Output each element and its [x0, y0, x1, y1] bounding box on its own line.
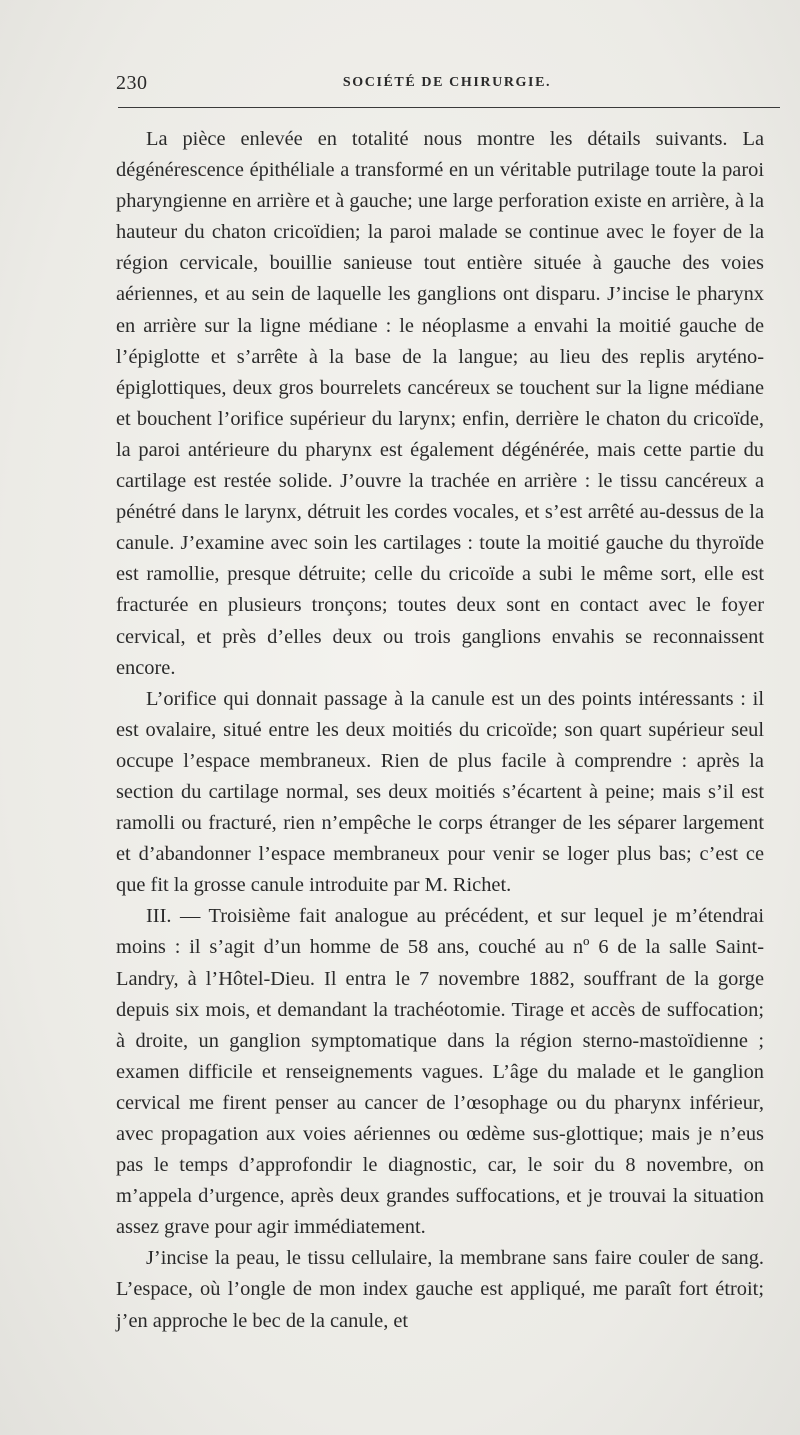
running-head [116, 72, 778, 98]
page-number: 230 [116, 72, 148, 94]
header-rule [118, 107, 780, 108]
paragraph-canula-orifice: L’orifice qui donnait passage à la canule est un des points intéressants : il est ovalaire, situé entre les deux moitiés du cricoïde; son quart supérieur seul occupe l’espace membraneux. Rien de plus facile à comprendre : après la section du cartilage normal, ses deux moitiés s’écartent à peine; mais s’il est ramolli ou fracturé, rien n’empêche le corps étranger de les séparer largement et d’abandonner l’espace membraneux pour venir se loger plus bas; c’est ce que fit la grosse canule introduite par M. Richet. [116, 687, 764, 897]
paragraph-case-three: III. — Troisième fait analogue au précédent, et sur lequel je m’étendrai moins : il s’agit d’un homme de 58 ans, couché au nº 6 de la salle Saint-Landry, à l’Hôtel-Dieu. Il entra le 7 novembre 1882, souffrant de la gorge depuis six mois, et demandant la trachéotomie. Tirage et accès de suffocation; à droite, un ganglion symptomatique dans la région sterno-mastoïdienne ; examen difficile et renseignements vagues. L’âge du malade et le ganglion cervical me firent penser au cancer de l’œsophage ou du pharynx inférieur, avec propagation aux voies aériennes ou œdème sus-glottique; mais je n’eus pas le temps d’approfondir le diagnostic, car, le soir du 8 novembre, on m’appela d’urgence, après deux grandes suffocations, et je trouvai la situation assez grave pour agir immédiatement. [116, 905, 764, 1239]
paragraph-specimen-description: La pièce enlevée en totalité nous montre les détails suivants. La dégénérescence épithéliale a transformé en un véritable putrilage toute la paroi pharyngienne en arrière et à gauche; une large perforation existe en arrière, à la hauteur du chaton cricoïdien; la paroi malade se continue avec le foyer de la région cervicale, bouillie sanieuse tout entière située à gauche des voies aériennes, et au sein de laquelle les ganglions ont disparu. J’incise le pharynx en arrière sur la ligne médiane : le néoplasme a envahi la moitié gauche de l’épiglotte et s’arrête à la base de la langue; au lieu des replis aryténo-épiglottiques, deux gros bourrelets cancéreux se touchent sur la ligne médiane et bouchent l’orifice supérieur du larynx; enfin, derrière le chaton du cricoïde, la paroi antérieure du pharynx est également dégénérée, mais cette partie du cartilage est restée solide. J’ouvre la trachée en arrière : le tissu cancéreux a pénétré dans le larynx, détruit les cordes vocales, et s’est arrêté au-dessus de la canule. J’examine avec soin les cartilages : toute la moitié gauche du thyroïde est ramollie, presque détruite; celle du cricoïde a subi le même sort, elle est fracturée en plusieurs tronçons; toutes deux sont en contact avec le foyer cervical, et près d’elles deux ou trois ganglions envahis se reconnaissent encore. [116, 128, 764, 679]
body-text [116, 124, 764, 1337]
paragraph-incision: J’incise la peau, le tissu cellulaire, la membrane sans faire couler de sang. L’espace, où l’ongle de mon index gauche est appliqué, me paraît fort étroit; j’en approche le bec de la canule, et [116, 1247, 764, 1332]
running-title: SOCIÉTÉ DE CHIRURGIE. [342, 75, 552, 90]
